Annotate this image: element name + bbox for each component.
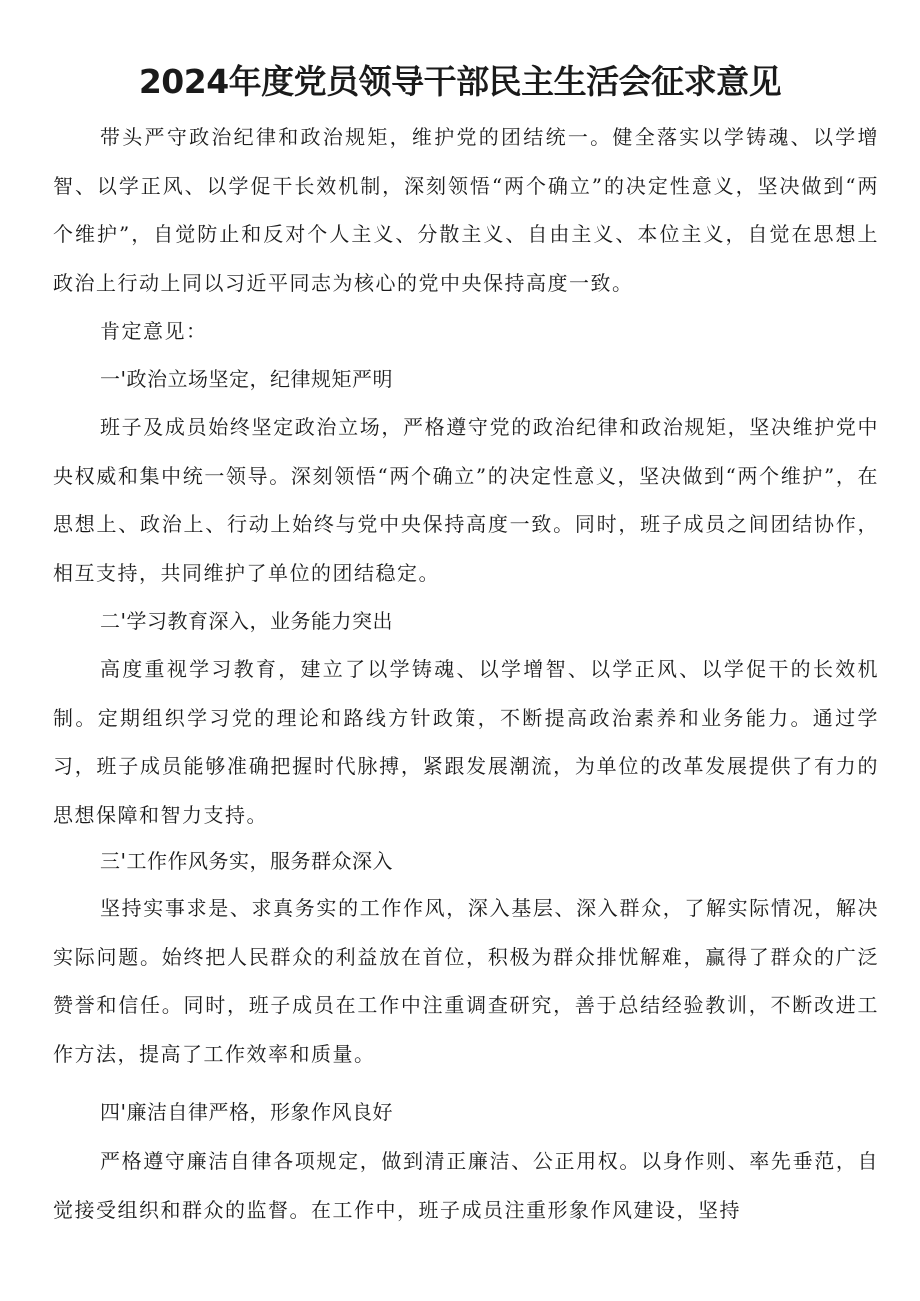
section-body-1: 班子及成员始终坚定政治立场，严格遵守党的政治纪律和政治规矩，坚决维护党中央权威和集中统一领导。深刻领悟“两个确立”的决定性意义，坚决做到“两个维护”，在思想上、政治上、行动上始终与党中央保持高度一致。同时，班子成员之间团结协作，相互支持，共同维护了单位的团结稳定。 bbox=[53, 415, 879, 585]
affirm-label: 肯定意见： bbox=[100, 319, 208, 343]
document-title: 2024年度党员领导干部民主生活会征求意见 bbox=[138, 62, 782, 101]
intro-paragraph: 带头严守政治纪律和政治规矩，维护党的团结统一。健全落实以学铸魂、以学增智、以学正风、以学促干长效机制，深刻领悟“两个确立”的决定性意义，坚决做到“两个维护”，自觉防止和反对个人主义、分散主义、自由主义、本位主义，自觉在思想上政治上行动上同以习近平同志为核心的党中央保持高度一致。 bbox=[53, 125, 879, 295]
section-heading-3: 三'工作作风务实，服务群众深入 bbox=[100, 849, 393, 873]
section-body-3: 坚持实事求是、求真务实的工作作风，深入基层、深入群众，了解实际情况，解决实际问题。始终把人民群众的利益放在首位，积极为群众排忧解难，赢得了群众的广泛赞誉和信任。同时，班子成员在工作中注重调查研究，善于总结经验教训，不断改进工作方法，提高了工作效率和质量。 bbox=[53, 896, 879, 1066]
section-heading-1: 一'政治立场坚定，纪律规矩严明 bbox=[100, 367, 393, 391]
section-heading-2: 二'学习教育深入，业务能力突出 bbox=[100, 609, 393, 633]
section-body-2: 高度重视学习教育，建立了以学铸魂、以学增智、以学正风、以学促干的长效机制。定期组织学习党的理论和路线方针政策，不断提高政治素养和业务能力。通过学习，班子成员能够准确把握时代脉搏，紧跟发展潮流，为单位的改革发展提供了有力的思想保障和智力支持。 bbox=[53, 657, 879, 827]
section-heading-4: 四'廉洁自律严格，形象作风良好 bbox=[100, 1100, 393, 1124]
section-body-4: 严格遵守廉洁自律各项规定，做到清正廉洁、公正用权。以身作则、率先垂范，自觉接受组织和群众的监督。在工作中，班子成员注重形象作风建设，坚持 bbox=[53, 1149, 879, 1222]
